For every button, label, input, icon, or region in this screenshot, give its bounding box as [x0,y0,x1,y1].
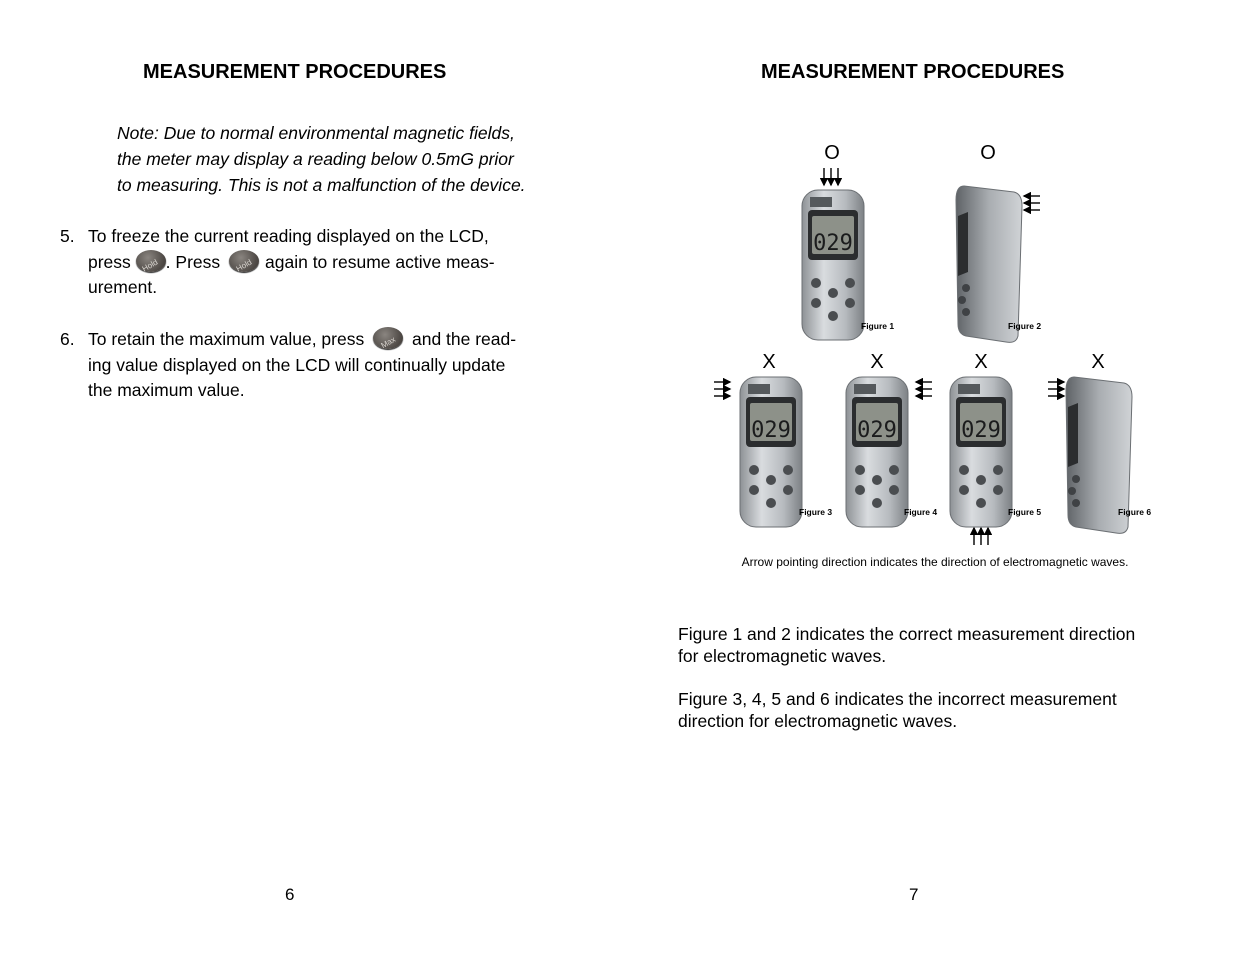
step-line: To freeze the current reading displayed on the LCD, [88,226,489,246]
page-number-right: 7 [909,885,919,904]
paragraph-incorrect [678,688,1198,732]
left-page-heading: MEASUREMENT PROCEDURES [143,61,447,83]
step-number: 5. [60,226,75,246]
step-fragment: again to resume active meas- [265,251,495,272]
lcd-reading: 029 [751,418,791,443]
right-page-heading: MEASUREMENT PROCEDURES [761,61,1065,83]
step-fragment: . Press [165,251,221,272]
meter-figure-3 [740,377,802,527]
note-line: Note: Due to normal environmental magnetic fields, [117,123,515,143]
incorrect-mark: X [974,351,988,373]
arrows-right-icon [1048,382,1064,396]
step-fragment: press [88,251,131,272]
lcd-reading: 029 [857,418,897,443]
meter-figure-5 [950,377,1012,527]
step-line: the maximum value. [88,380,245,401]
max-button-label: Max [379,335,397,351]
hold-button-icon [229,250,259,272]
step-text [88,224,558,301]
step-line [88,327,558,353]
paragraph-correct [678,623,1198,667]
step-5 [0,224,600,304]
step-line: urement. [88,277,158,298]
meter-figure-4 [846,377,908,527]
step-text [88,327,558,404]
figure-label: Figure 1 [861,321,895,331]
step-6 [0,327,600,407]
paragraph-line: Figure 3, 4, 5 and 6 indicates the incorrect measurement [678,689,1117,709]
paragraph-line: Figure 1 and 2 indicates the correct measurement direction [678,624,1136,644]
figure-label: Figure 5 [1008,507,1042,517]
page-number-left: 6 [285,885,295,904]
hold-button-icon [136,250,166,272]
correct-mark: O [824,142,840,164]
lcd-reading: 029 [961,418,1001,443]
lcd-reading: 029 [813,231,853,256]
hold-button-label: Hold [141,257,160,274]
meter-figure-1 [802,190,864,340]
arrows-right-icon [714,382,730,396]
arrows-left-icon [916,382,932,396]
step-line [88,250,558,276]
figure-label: Figure 2 [1008,321,1042,331]
figure-label: Figure 6 [1118,507,1152,517]
incorrect-mark: X [1091,351,1105,373]
figure-caption: Arrow pointing direction indicates the direction of electromagnetic waves. [741,555,1129,569]
correct-mark: O [980,142,996,164]
meter-orientation-figure [700,135,1170,575]
max-button-icon [373,327,403,349]
note-line: the meter may display a reading below 0.5mG prior [117,149,514,169]
step-line: ing value displayed on the LCD will continually update [88,354,506,375]
note-line: to measuring. This is not a malfunction of the device. [117,175,526,195]
figure-label: Figure 4 [904,507,938,517]
note-text [117,120,567,198]
arrows-up-icon [974,528,988,545]
figure-label: Figure 3 [799,507,833,517]
arrows-down-icon [824,168,838,185]
hold-button-label: Hold [234,257,254,274]
incorrect-mark: X [762,351,776,373]
step-fragment: and the read- [411,329,517,349]
meter-figure-2 [956,186,1022,342]
incorrect-mark: X [870,351,884,373]
step-fragment: To retain the maximum value, press [88,329,365,349]
paragraph-line: direction for electromagnetic waves. [678,711,958,731]
paragraph-line: for electromagnetic waves. [678,646,887,666]
arrows-left-icon [1024,196,1040,210]
step-number: 6. [60,329,75,349]
